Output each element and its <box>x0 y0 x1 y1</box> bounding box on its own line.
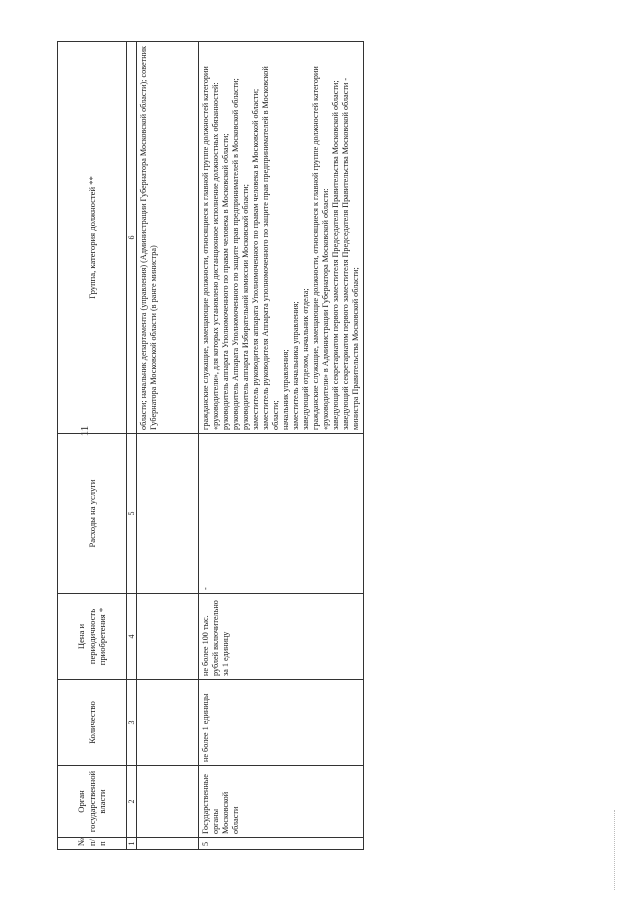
expenses-cell: - <box>199 434 364 594</box>
empty-cell <box>137 766 199 838</box>
category-line: заведующий отделом, начальник отдела; <box>301 288 310 430</box>
category-line: руководитель Аппарата Уполномоченного по защите прав предпринимателей в Московской области; руководитель аппарата Избирательной комиссии Московской области; <box>231 78 250 430</box>
header-number: № п/п <box>58 838 127 850</box>
column-number: 2 <box>127 766 137 838</box>
quantity-cell: не более 1 единицы <box>199 680 364 766</box>
empty-cell <box>137 838 199 850</box>
price-cell: не более 100 тыс. рублей включительно за 1 единицу <box>199 594 364 680</box>
empty-cell <box>137 434 199 594</box>
category-line: заместитель руководителя аппарата Уполномоченного по правам человека в Московской области; заместитель руководителя Аппарата уполномоченного по защите прав предпринимателей в Московской области; <box>251 66 280 430</box>
header-organ: Орган государственной власти <box>58 766 127 838</box>
empty-cell <box>137 680 199 766</box>
category-line: заведующий секретариатом первого заместителя Председателя Правительства Московской области; <box>331 80 340 430</box>
rotated-table-container <box>57 42 568 850</box>
category-line: заведующий секретариатом первого заместителя Председателя Правительства Московской области - министра Правительства Московской области; <box>341 77 360 430</box>
column-number: 6 <box>127 42 137 434</box>
continuation-categories-cell: области; начальник департамента (управления) (Администрации Губернатора Московской области); советник Губернатора Московской области (в ранге министра) <box>137 42 199 434</box>
row-number-cell: 5 <box>199 838 364 850</box>
category-line: начальник управления; <box>281 349 290 430</box>
expenses-table <box>57 41 364 850</box>
table-row-continuation <box>137 42 199 850</box>
scan-artifact-dots <box>614 810 621 890</box>
table-header-row <box>58 42 127 850</box>
category-line: гражданские служащие, замещающие должности, относящиеся к главной группе должностей категории «руководители» в Администрации Губернатора Московской области: <box>311 66 330 430</box>
header-quantity: Количество <box>58 680 127 766</box>
header-price: Цена и периодичность приобретения * <box>58 594 127 680</box>
categories-cell <box>199 42 364 434</box>
category-line: гражданские служащие, замещающие должности, относящиеся к главной группе должностей категории «руководители», для которых установлено дистанционное исполнение должностных обязанностей: руководитель аппарата Уполномоченного по правам человека в Московской области; <box>201 66 230 430</box>
empty-cell <box>137 594 199 680</box>
column-number: 5 <box>127 434 137 594</box>
page-number: 11 <box>79 425 91 437</box>
organ-cell: Государственные органы Московской области <box>199 766 364 838</box>
column-number: 1 <box>127 838 137 850</box>
column-number: 4 <box>127 594 137 680</box>
column-number: 3 <box>127 680 137 766</box>
header-expenses: Расходы на услуги <box>58 434 127 594</box>
header-categories: Группа, категория должностей ** <box>58 42 127 434</box>
table-row-5 <box>199 42 364 850</box>
column-number-row <box>127 42 137 850</box>
category-line: заместитель начальника управления; <box>291 301 300 430</box>
